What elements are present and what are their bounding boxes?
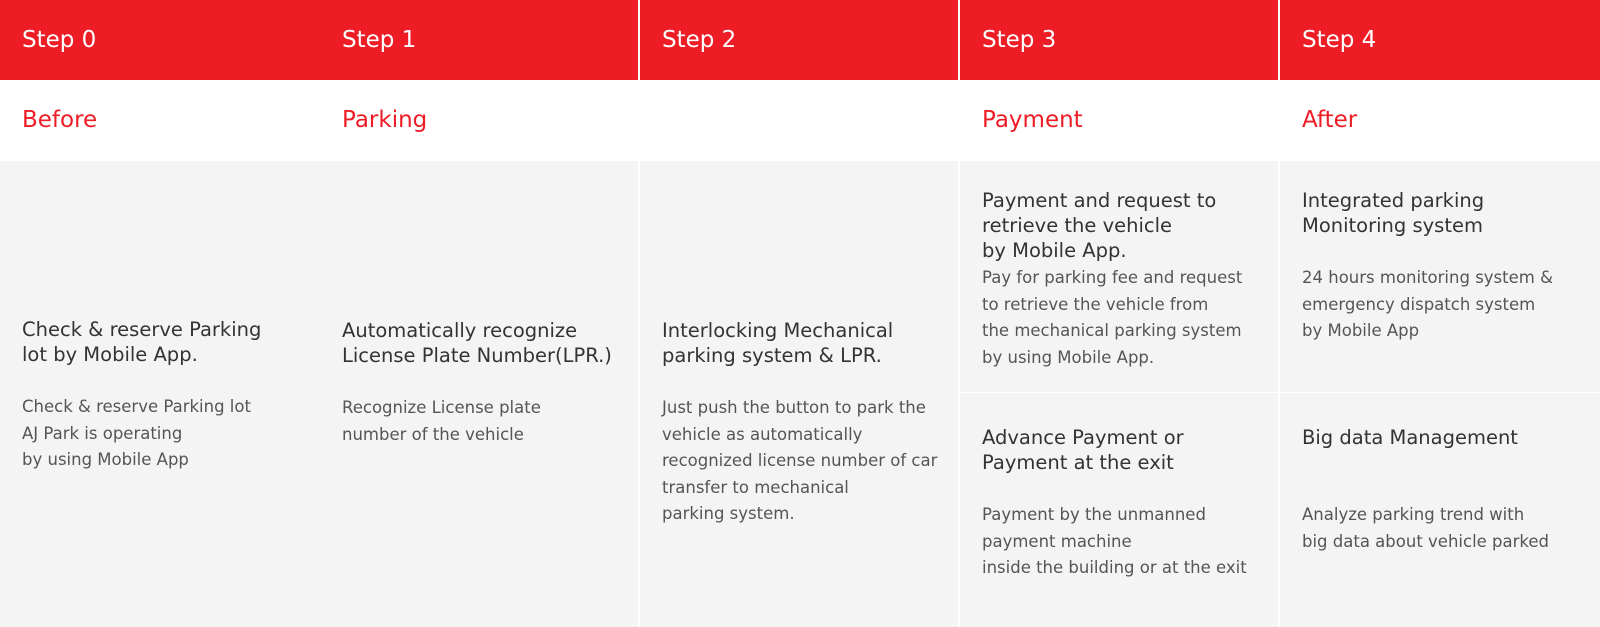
step-4-top-panel xyxy=(1280,161,1600,392)
step-2-title: Interlocking Mechanical parking system & LPR. xyxy=(662,319,894,367)
step-0-title: Check & reserve Parking lot by Mobile App. xyxy=(22,318,262,366)
step-4-bottom-panel xyxy=(1280,393,1600,627)
step-3-top-title: Payment and request to retrieve the vehicle by Mobile App. xyxy=(982,189,1217,262)
step-3-bottom-title: Advance Payment or Payment at the exit xyxy=(982,426,1184,474)
step-1-header: Step 1 xyxy=(320,0,638,80)
step-4-top-title: Integrated parking Monitoring system xyxy=(1302,189,1485,237)
step-3-header: Step 3 xyxy=(960,0,1278,80)
step-1-phase: Parking xyxy=(320,80,638,161)
step-3-phase: Payment xyxy=(960,80,1278,161)
step-0-column xyxy=(0,0,320,627)
step-2-header: Step 2 xyxy=(640,0,958,80)
step-3-bottom-panel xyxy=(960,393,1278,627)
step-4-header: Step 4 xyxy=(1280,0,1600,80)
step-4-phase: After xyxy=(1280,80,1600,161)
step-3-column xyxy=(960,0,1278,627)
step-2-description: Just push the button to park the vehicle as automatically recognized license number of car transfer to mechanical parking system. xyxy=(662,398,938,523)
step-2-panel xyxy=(640,161,958,627)
step-2-phase xyxy=(640,80,958,161)
step-2-column xyxy=(640,0,958,627)
step-4-bottom-description: Analyze parking trend with big data about vehicle parked xyxy=(1302,505,1550,551)
step-4-column xyxy=(1280,0,1600,627)
step-4-bottom-title: Big data Management xyxy=(1302,426,1518,449)
step-3-bottom-description: Payment by the unmanned payment machine inside the building or at the exit xyxy=(982,505,1247,577)
step-0-description: Check & reserve Parking lot AJ Park is operating by using Mobile App xyxy=(22,397,251,469)
step-3-top-panel xyxy=(960,161,1278,392)
step-1-panel xyxy=(320,161,638,627)
step-0-panel xyxy=(0,161,320,627)
step-4-top-description: 24 hours monitoring system & emergency dispatch system by Mobile App xyxy=(1302,268,1553,340)
step-0-header: Step 0 xyxy=(0,0,320,80)
step-1-column xyxy=(320,0,638,627)
step-1-description: Recognize License plate number of the vehicle xyxy=(342,398,541,444)
step-0-phase: Before xyxy=(0,80,320,161)
step-3-top-description: Pay for parking fee and request to retrieve the vehicle from the mechanical parking system by using Mobile App. xyxy=(982,268,1243,367)
step-1-title: Automatically recognize License Plate Number(LPR.) xyxy=(342,319,612,367)
